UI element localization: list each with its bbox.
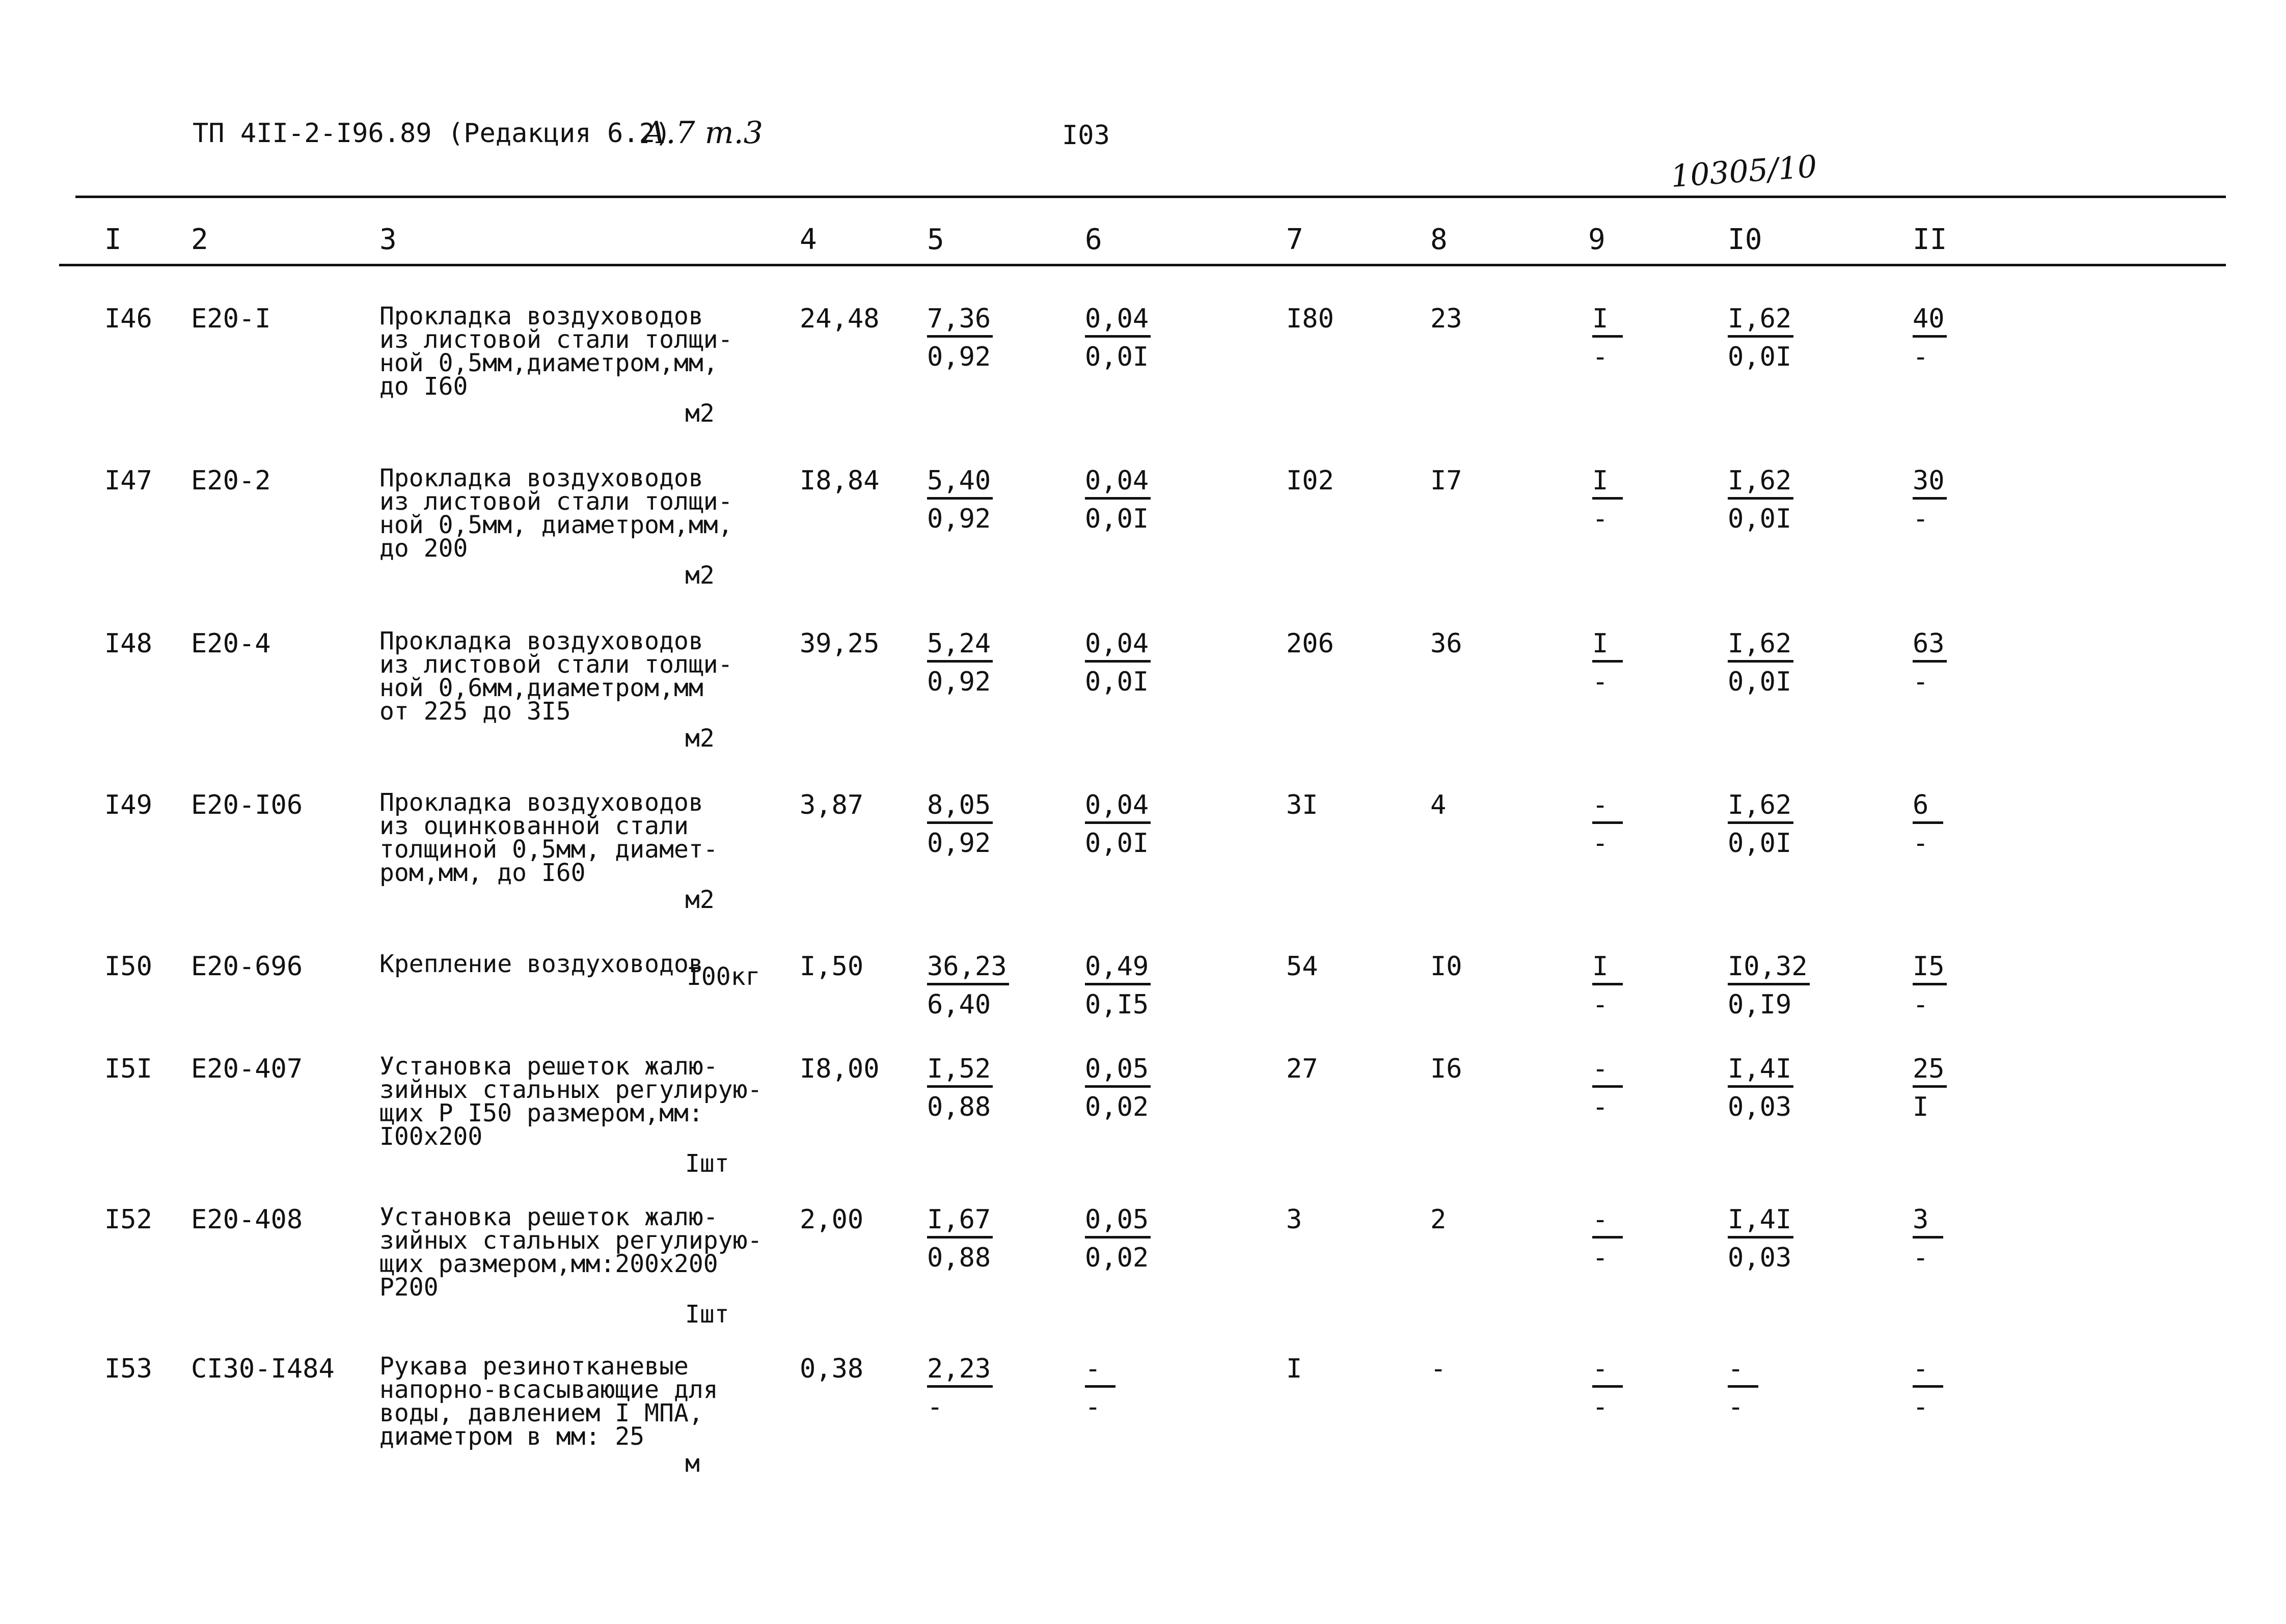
fraction-numerator: - — [1592, 1204, 1623, 1238]
fraction-denominator: - — [927, 1392, 943, 1422]
norm-code: Е20-4 — [191, 628, 271, 659]
work-description — [379, 464, 733, 563]
fraction-denominator: 6,40 — [927, 989, 991, 1020]
work-description — [379, 952, 703, 976]
fraction-numerator: 30 — [1913, 465, 1947, 500]
fraction-numerator: I5 — [1913, 951, 1947, 985]
fraction-numerator: 6 — [1913, 790, 1943, 824]
description-line: Установка решеток жалю- — [379, 1203, 718, 1231]
fraction-numerator: 8,05 — [927, 790, 993, 824]
fraction-cell — [927, 465, 993, 534]
description-line: зийных стальных регулирую- — [379, 1226, 763, 1255]
labor-value: I6 — [1430, 1054, 1462, 1084]
fraction-denominator: 0,92 — [927, 667, 991, 697]
fraction-numerator: 2,23 — [927, 1354, 993, 1388]
quantity: 24,48 — [800, 304, 880, 334]
column-number: 5 — [927, 223, 944, 256]
labor-value: - — [1430, 1354, 1447, 1384]
fraction-denominator: 0,88 — [927, 1243, 991, 1273]
fraction-denominator: - — [1592, 828, 1609, 859]
norm-code: Е20-2 — [191, 465, 271, 496]
fraction-numerator: 5,24 — [927, 628, 993, 663]
row-number: I48 — [104, 628, 152, 659]
cost-value: I02 — [1286, 465, 1334, 496]
fraction-cell — [1592, 1204, 1623, 1273]
labor-value: I0 — [1430, 951, 1462, 982]
column-number: 9 — [1588, 223, 1605, 256]
fraction-numerator: 36,23 — [927, 951, 1009, 985]
unit-of-measure: I00кг — [687, 962, 760, 991]
description-line: Крепление воздуховодов — [379, 950, 703, 978]
fraction-cell — [1728, 1354, 1758, 1422]
fraction-denominator: - — [1592, 342, 1609, 372]
fraction-numerator: 0,04 — [1085, 465, 1151, 500]
description-line: Прокладка воздуховодов — [379, 302, 703, 331]
norm-code: Е20-408 — [191, 1204, 303, 1235]
work-description — [379, 1203, 763, 1302]
fraction-denominator: 0,02 — [1085, 1243, 1149, 1273]
fraction-denominator: 0,88 — [927, 1092, 991, 1122]
unit-of-measure: м — [685, 1449, 700, 1478]
fraction-numerator: I — [1592, 465, 1623, 500]
description-line: Прокладка воздуховодов — [379, 464, 703, 492]
fraction-cell — [1085, 1204, 1151, 1273]
fraction-numerator: I — [1592, 304, 1623, 338]
labor-value: I7 — [1430, 465, 1462, 496]
fraction-numerator: I,67 — [927, 1204, 993, 1238]
fraction-numerator: - — [1085, 1354, 1115, 1388]
header-bottom-rule — [59, 264, 2226, 266]
fraction-cell — [1085, 628, 1151, 697]
fraction-denominator: - — [1592, 989, 1609, 1020]
fraction-cell — [1592, 628, 1623, 697]
fraction-denominator: 0,I9 — [1728, 989, 1792, 1020]
fraction-numerator: I — [1592, 628, 1623, 663]
row-number: I50 — [104, 951, 152, 982]
norm-code: Е20-407 — [191, 1054, 303, 1084]
quantity: 2,00 — [800, 1204, 864, 1235]
fraction-denominator: - — [1085, 1392, 1101, 1422]
description-line: ной 0,6мм,диаметром,мм — [379, 674, 703, 702]
work-description — [379, 788, 718, 887]
fraction-cell — [927, 304, 993, 372]
fraction-denominator: - — [1913, 504, 1929, 534]
cost-value: 54 — [1286, 951, 1318, 982]
fraction-denominator: - — [1913, 667, 1929, 697]
unit-of-measure: м2 — [685, 561, 715, 590]
description-line: ром,мм, до I60 — [379, 859, 586, 887]
column-number: 6 — [1085, 223, 1102, 256]
fraction-cell — [1085, 951, 1151, 1020]
labor-value: 4 — [1430, 790, 1447, 820]
description-line: щих размером,мм:200х200 — [379, 1250, 718, 1278]
fraction-cell — [1913, 628, 1947, 697]
norm-code: Е20-696 — [191, 951, 303, 982]
row-number: I52 — [104, 1204, 152, 1235]
fraction-denominator: 0,03 — [1728, 1243, 1792, 1273]
cost-value: I80 — [1286, 304, 1334, 334]
fraction-denominator: 0,0I — [1085, 667, 1149, 697]
fraction-numerator: I,4I — [1728, 1204, 1793, 1238]
column-number: 8 — [1430, 223, 1448, 256]
description-line: толщиной 0,5мм, диамет- — [379, 835, 718, 864]
cost-value: 206 — [1286, 628, 1334, 659]
document-code: ТП 4II-2-I96.89 (Редакция 6.2) — [193, 118, 671, 149]
fraction-cell — [1728, 790, 1793, 859]
work-description — [379, 1052, 763, 1151]
labor-value: 36 — [1430, 628, 1462, 659]
cost-value: 3 — [1286, 1204, 1302, 1235]
fraction-denominator: - — [1592, 1243, 1609, 1273]
fraction-denominator: - — [1913, 342, 1929, 372]
row-number: I5I — [104, 1054, 152, 1084]
fraction-cell — [927, 628, 993, 697]
fraction-cell — [927, 790, 993, 859]
description-line: зийных стальных регулирую- — [379, 1076, 763, 1104]
description-line: из листовой стали толщи- — [379, 487, 733, 516]
description-line: щих Р I50 размером,мм: — [379, 1099, 703, 1127]
fraction-cell — [1592, 465, 1623, 534]
fraction-numerator: I0,32 — [1728, 951, 1810, 985]
fraction-cell — [1728, 1204, 1793, 1273]
row-number: I49 — [104, 790, 152, 820]
fraction-numerator: - — [1592, 1354, 1623, 1388]
fraction-cell — [1913, 465, 1947, 534]
fraction-cell — [927, 1054, 993, 1122]
fraction-denominator: I — [1913, 1092, 1929, 1122]
fraction-denominator: - — [1913, 828, 1929, 859]
column-number: 7 — [1286, 223, 1303, 256]
fraction-numerator: I,4I — [1728, 1054, 1793, 1088]
fraction-numerator: 0,04 — [1085, 790, 1151, 824]
unit-of-measure: Iшт — [685, 1300, 729, 1329]
fraction-cell — [1085, 1354, 1115, 1422]
fraction-denominator: 0,02 — [1085, 1092, 1149, 1122]
fraction-denominator: 0,0I — [1085, 504, 1149, 534]
archive-number: 10305/10 — [1669, 149, 1818, 195]
description-line: Установка решеток жалю- — [379, 1052, 718, 1081]
fraction-numerator: 0,49 — [1085, 951, 1151, 985]
row-number: I46 — [104, 304, 152, 334]
row-number: I53 — [104, 1354, 152, 1384]
column-number: II — [1913, 223, 1947, 256]
fraction-denominator: 0,0I — [1728, 667, 1792, 697]
quantity: 39,25 — [800, 628, 880, 659]
description-line: Рукава резинотканевые — [379, 1352, 689, 1381]
work-description — [379, 1352, 718, 1451]
fraction-numerator: 63 — [1913, 628, 1947, 663]
top-rule — [75, 196, 2226, 198]
fraction-cell — [1085, 465, 1151, 534]
labor-value: 2 — [1430, 1204, 1447, 1235]
description-line: Р200 — [379, 1273, 439, 1302]
description-line: из листовой стали толщи- — [379, 650, 733, 679]
fraction-denominator: 0,0I — [1728, 504, 1792, 534]
unit-of-measure: м2 — [685, 886, 715, 914]
description-line: от 225 до 3I5 — [379, 697, 571, 726]
fraction-cell — [1592, 304, 1623, 372]
fraction-numerator: 3 — [1913, 1204, 1943, 1238]
fraction-denominator: - — [1913, 1392, 1929, 1422]
fraction-cell — [1085, 1054, 1151, 1122]
fraction-cell — [1728, 465, 1793, 534]
fraction-denominator: 0,92 — [927, 828, 991, 859]
fraction-numerator: - — [1728, 1354, 1758, 1388]
fraction-denominator: - — [1913, 1243, 1929, 1273]
fraction-denominator: 0,92 — [927, 342, 991, 372]
labor-value: 23 — [1430, 304, 1462, 334]
fraction-cell — [1592, 1354, 1623, 1422]
description-line: воды, давлением I МПА, — [379, 1399, 703, 1427]
fraction-cell — [927, 1354, 993, 1422]
cost-value: 27 — [1286, 1054, 1318, 1084]
cost-value: I — [1286, 1354, 1302, 1384]
unit-of-measure: м2 — [685, 399, 715, 428]
fraction-denominator: 0,0I — [1728, 342, 1792, 372]
fraction-denominator: - — [1728, 1392, 1744, 1422]
quantity: 3,87 — [800, 790, 864, 820]
fraction-denominator: 0,03 — [1728, 1092, 1792, 1122]
fraction-cell — [1728, 1054, 1793, 1122]
work-description — [379, 302, 733, 401]
description-line: Прокладка воздуховодов — [379, 627, 703, 655]
fraction-cell — [1913, 951, 1947, 1020]
fraction-numerator: 40 — [1913, 304, 1947, 338]
description-line: ной 0,5мм,диаметром,мм, — [379, 349, 718, 377]
description-line: Прокладка воздуховодов — [379, 788, 703, 817]
fraction-denominator: - — [1592, 1092, 1609, 1122]
fraction-cell — [1913, 304, 1947, 372]
fraction-cell — [1085, 304, 1151, 372]
description-line: I00х200 — [379, 1122, 483, 1151]
fraction-denominator: 0,0I — [1728, 828, 1792, 859]
fraction-numerator: 0,05 — [1085, 1054, 1151, 1088]
fraction-numerator: 7,36 — [927, 304, 993, 338]
fraction-cell — [1913, 1354, 1943, 1422]
fraction-numerator: 5,40 — [927, 465, 993, 500]
fraction-denominator: - — [1592, 1392, 1609, 1422]
fraction-numerator: I,62 — [1728, 465, 1793, 500]
fraction-cell — [1728, 628, 1793, 697]
fraction-denominator: 0,92 — [927, 504, 991, 534]
fraction-cell — [1913, 790, 1943, 859]
page-number: I03 — [1062, 120, 1110, 151]
fraction-cell — [1728, 304, 1793, 372]
unit-of-measure: м2 — [685, 724, 715, 753]
description-line: из листовой стали толщи- — [379, 325, 733, 354]
quantity: I,50 — [800, 951, 864, 982]
fraction-denominator: - — [1913, 989, 1929, 1020]
fraction-numerator: 0,04 — [1085, 304, 1151, 338]
quantity: I8,84 — [800, 465, 880, 496]
row-number: I47 — [104, 465, 152, 496]
fraction-numerator: I,62 — [1728, 628, 1793, 663]
fraction-numerator: I — [1592, 951, 1623, 985]
fraction-cell — [1728, 951, 1810, 1020]
fraction-cell — [1085, 790, 1151, 859]
fraction-numerator: - — [1592, 1054, 1623, 1088]
fraction-denominator: 0,0I — [1085, 342, 1149, 372]
fraction-cell — [1592, 951, 1623, 1020]
column-number: 2 — [191, 223, 208, 256]
description-line: до I60 — [379, 372, 468, 401]
fraction-denominator: - — [1592, 504, 1609, 534]
fraction-cell — [1913, 1204, 1943, 1273]
fraction-denominator: 0,0I — [1085, 828, 1149, 859]
column-number: 3 — [379, 223, 397, 256]
fraction-denominator: 0,I5 — [1085, 989, 1149, 1020]
quantity: 0,38 — [800, 1354, 864, 1384]
description-line: до 200 — [379, 534, 468, 563]
fraction-numerator: - — [1913, 1354, 1943, 1388]
norm-code: Е20-I — [191, 304, 271, 334]
column-number: I0 — [1728, 223, 1762, 256]
fraction-cell — [1913, 1054, 1947, 1122]
norm-code: СI30-I484 — [191, 1354, 335, 1384]
fraction-cell — [927, 1204, 993, 1273]
norm-code: Е20-I06 — [191, 790, 303, 820]
fraction-denominator: - — [1592, 667, 1609, 697]
work-description — [379, 627, 733, 726]
fraction-cell — [1592, 790, 1623, 859]
column-number: I — [104, 223, 122, 256]
description-line: напорно-всасывающие для — [379, 1375, 718, 1404]
description-line: ной 0,5мм, диаметром,мм, — [379, 511, 733, 539]
fraction-numerator: I,62 — [1728, 304, 1793, 338]
fraction-cell — [1592, 1054, 1623, 1122]
fraction-numerator: I,52 — [927, 1054, 993, 1088]
fraction-numerator: 0,05 — [1085, 1204, 1151, 1238]
unit-of-measure: Iшт — [685, 1149, 729, 1178]
fraction-cell — [927, 951, 1009, 1020]
fraction-numerator: - — [1592, 790, 1623, 824]
quantity: I8,00 — [800, 1054, 880, 1084]
fraction-numerator: I,62 — [1728, 790, 1793, 824]
description-line: диаметром в мм: 25 — [379, 1422, 645, 1451]
cost-value: 3I — [1286, 790, 1318, 820]
description-line: из оцинкованной стали — [379, 812, 689, 840]
album-mark: А.7 т.3 — [643, 115, 763, 151]
fraction-numerator: 25 — [1913, 1054, 1947, 1088]
fraction-numerator: 0,04 — [1085, 628, 1151, 663]
column-number: 4 — [800, 223, 817, 256]
